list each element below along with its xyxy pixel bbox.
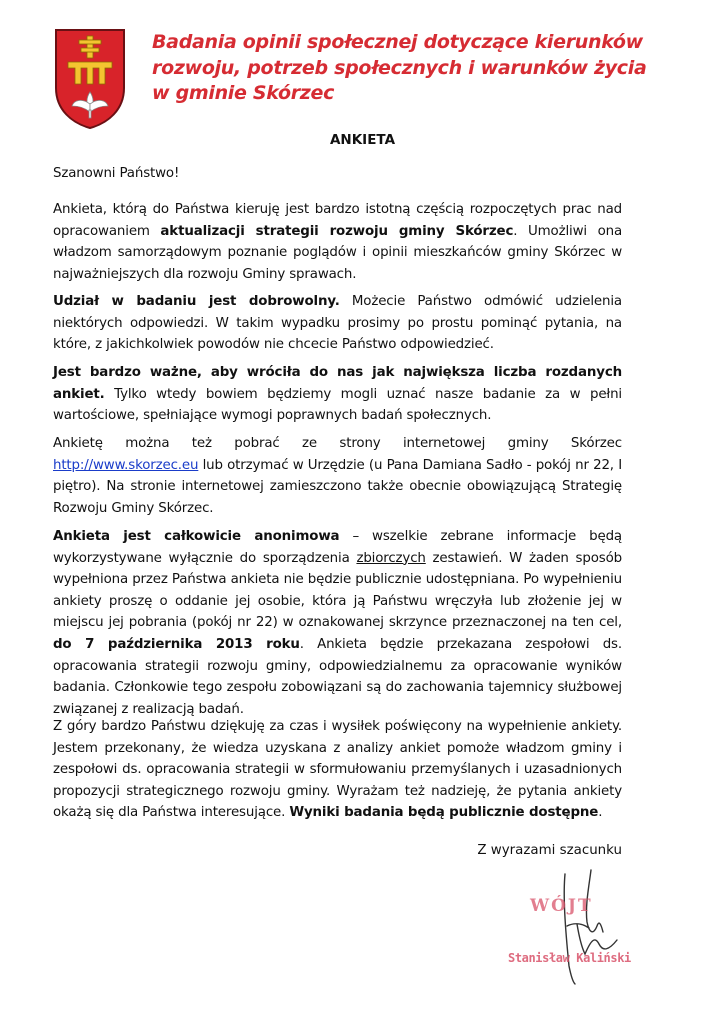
text: . Umożliwi ona władzom samorządowym poznanie poglądów i opinii mieszkańców gminy Skórzec w najważniejszych dla rozwoju Gminy sprawach. (53, 223, 622, 282)
text: . (598, 805, 603, 821)
title-line: rozwoju, potrzeb społecznych i warunków życia (152, 56, 647, 79)
coat-of-arms-icon (52, 26, 128, 130)
handwritten-signature-icon (505, 866, 623, 986)
paragraph-intro (53, 199, 622, 285)
website-link[interactable]: http://www.skorzec.eu (53, 457, 199, 473)
underlined-text: zbiorczych (356, 550, 426, 566)
survey-heading: ANKIETA (329, 132, 396, 148)
title-line: w gminie Skórzec (152, 82, 335, 104)
text: Ankieta, którą do Państwa kieruję jest bardzo istotną częścią rozpoczętych prac nad opracowaniem (53, 202, 622, 239)
text: – wszelkie zebrane informacje będą wykorzystywane wyłącznie do sporządzenia (53, 529, 622, 566)
paragraph-voluntary (53, 291, 622, 356)
paragraph-return (53, 362, 622, 427)
text: Możecie Państwo odmówić udzielenia niektórych odpowiedzi. W takim wypadku prosimy po prostu pominąć pytania, na które, z jakichkolwiek powodów nie chcecie Państwo odpowiedzieć. (53, 294, 622, 353)
stamp-title: WÓJT (530, 896, 593, 916)
bold-text: Ankieta jest całkowicie anonimowa (53, 529, 340, 544)
paragraph-download (53, 433, 622, 519)
text: Tylko wtedy bowiem będziemy mogli uznać nasze badanie za w pełni wartościowe, spełniające wymogi poprawnych badań społecznych. (53, 386, 622, 424)
paragraph-thanks (53, 716, 622, 824)
paragraph-anonymous (53, 526, 622, 720)
text: Z góry bardzo Państwu dziękuję za czas i wysiłek poświęcony na wypełnienie ankiety. Jestem przekonany, że wiedza uzyskana z analizy ankiet pomoże władzom gminy i zespołowi ds. opracowania strategii w sformułowaniu przemyślanych i uzasadnionych propozycji strategicznego rozwoju gminy. Wyrażam też nadzieję, że pytania ankiety okażą się dla Państwa interesujące. (53, 719, 622, 821)
bold-text: Wyniki badania będą publicznie dostępne (289, 805, 599, 821)
deadline-date: do 7 października 2013 roku (53, 636, 300, 652)
stamp-name: Stanisław Kaliński (508, 951, 631, 965)
title-line: Badania opinii społecznej dotyczące kierunków (152, 31, 643, 53)
greeting: Szanowni Państwo! (53, 166, 180, 181)
closing-phrase: Z wyrazami szacunku (477, 843, 622, 858)
text: Ankietę można też pobrać ze strony internetowej gminy Skórzec (53, 436, 622, 451)
bold-text: Jest bardzo ważne, aby wróciła do nas jak największa liczba rozdanych ankiet. (53, 365, 622, 402)
document-title (152, 30, 672, 107)
text: zestawień. W żaden sposób wypełniona przez Państwa ankieta nie będzie publicznie udostępniana. Po wypełnieniu ankiety proszę o oddanie jej osobie, która ją Państwu wręczyła lub złożenie jej w miejscu jej pobrania (pokój nr 22) w oznakowanej skrzynce przeznaczonej na ten cel, (53, 550, 622, 631)
text: . Ankieta będzie przekazana zespołowi ds. opracowania strategii rozwoju gminy, odpowiedzialnemu za opracowanie wyników badania. Członkowie tego zespołu zobowiązani są do zachowania tajemnicy służbowej związanej z realizacją badań. (53, 636, 622, 717)
text: lub otrzymać w Urzędzie (u Pana Damiana Sadło - pokój nr 22, I piętro). Na stronie internetowej zamieszczono także obecnie obowiązującą Strategię Rozwoju Gminy Skórzec. (53, 457, 622, 516)
bold-text: aktualizacji strategii rozwoju gminy Skórzec (160, 223, 514, 239)
bold-text: Udział w badaniu jest dobrowolny. (53, 294, 340, 309)
